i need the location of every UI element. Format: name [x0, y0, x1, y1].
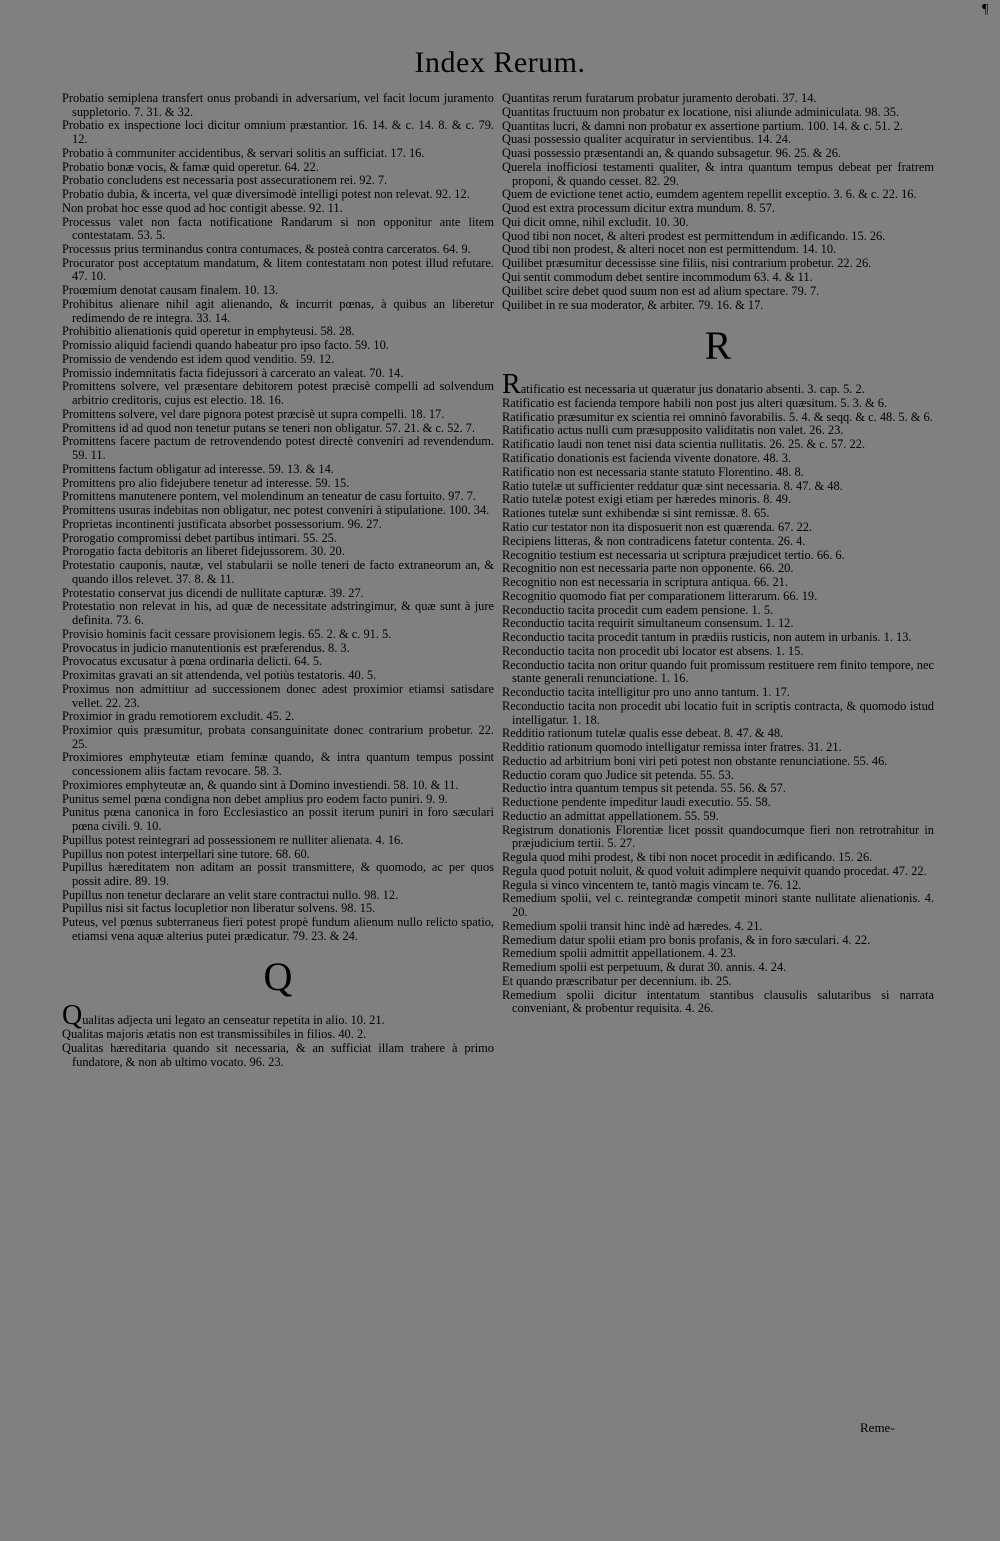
- index-entry: Probatio concludens est necessaria post assecurationem rei. 92. 7.: [62, 173, 388, 188]
- index-entry: Probatio semiplena transfert onus probandi in adversarium, vel facit locum juramento suppletorio. 7. 31. & 32.: [62, 91, 494, 119]
- index-entry: Prorogatio facta debitoris an liberet fidejussorem. 30. 20.: [62, 544, 345, 559]
- index-entry: Proœmium denotat causam finalem. 10. 13.: [62, 283, 279, 298]
- index-entry: Reconductio tacita intelligitur pro uno anno tantum. 1. 17.: [502, 685, 791, 700]
- index-entry: Ratificatio est facienda tempore habili non post jus alteri quæsitum. 5. 3. & 6.: [502, 395, 888, 410]
- index-entry: Recognitio non est necessaria parte non opponente. 66. 20.: [502, 561, 794, 576]
- index-entry: Quantitas lucri, & damni non probatur ex assertione partium. 100. 14. & c. 51. 2.: [502, 118, 903, 133]
- index-entry: Proximior in gradu remotiorem excludit. 45. 2.: [62, 709, 295, 724]
- page-mark: ¶: [982, 2, 989, 17]
- index-entry: Quod tibi non prodest, & alteri nocet non est permittendum. 14. 10.: [502, 242, 837, 257]
- index-entry: Quod est extra processum dicitur extra mundum. 8. 57.: [502, 201, 775, 216]
- index-entry: Provisio hominis facit cessare provisionem legis. 65. 2. & c. 91. 5.: [62, 626, 392, 641]
- index-entry: Qui dicit omne, nihil excludit. 10. 30.: [502, 214, 689, 229]
- index-entry: Querela inofficiosi testamenti qualiter, & intra quantum tempus debeat per fratrem proponi, & quando cesset. 82. 29.: [502, 159, 934, 188]
- index-entry: Protestatio non relevat in his, ad quæ de necessitate adstringimur, & quæ sunt à jure definita. 73. 6.: [62, 599, 494, 627]
- index-entry: Processus valet non facta notificatione Randarum si non opponitur ante litem contestatam. 53. 5.: [62, 214, 494, 243]
- catchword: Reme-: [860, 1420, 895, 1435]
- right-column: [502, 92, 934, 1016]
- index-entry: Recognitio testium est necessaria ut scriptura præjudicet tertio. 66. 6.: [502, 547, 845, 562]
- section-r: [502, 369, 934, 1016]
- index-entry: Pupillus non tenetur declarare an velit stare contractui nullo. 98. 12.: [62, 887, 399, 902]
- index-entry: Quasi possessio præsentandi an, & quando subsagetur. 96. 25. & 26.: [502, 146, 841, 161]
- index-entry: Proximiores emphyteutæ an, & quando sint à Domino investiendi. 58. 10. & 11.: [62, 777, 459, 792]
- index-entry: Remedium spolii, vel c. reintegrandæ competit minori stante nullitate alienationis. 4. 20.: [502, 891, 934, 920]
- index-entry: Proximiores emphyteutæ etiam feminæ quando, & intra quantum tempus possint concessionem aliis factam revocare. 58. 3.: [62, 750, 494, 779]
- index-entry: Quantitas fructuum non probatur ex locatione, nisi aliunde adminiculata. 98. 35.: [502, 104, 900, 119]
- index-entry: Non probat hoc esse quod ad hoc contigit abesse. 92. 11.: [62, 200, 343, 215]
- index-entry: Recognitio quomodo fiat per comparationem litterarum. 66. 19.: [502, 588, 818, 603]
- index-entry: Ratio tutelæ ut sufficienter reddatur quæ sint necessaria. 8. 47. & 48.: [502, 478, 843, 493]
- section-p: [62, 92, 494, 943]
- index-entry: Prohibitus alienare nihil agit alienando, & incurrit pœnas, à quibus an liberetur redimendo de re integra. 33. 14.: [62, 296, 494, 325]
- section-letter-r: R: [704, 323, 732, 369]
- index-entry: Remedium spolii transit hinc indè ad hæredes. 4. 21.: [502, 918, 763, 933]
- index-entry: Reductio coram quo Judice sit petenda. 55. 53.: [502, 767, 734, 782]
- index-entry: Proximitas gravati an sit attendenda, vel potiùs testatoris. 40. 5.: [62, 668, 377, 683]
- index-entry: Promittens solvere, vel dare pignora potest præcisè ut supra compelli. 18. 17.: [62, 406, 445, 421]
- index-entry: Ratificatio donationis est facienda vivente donatore. 48. 3.: [502, 451, 792, 466]
- index-entry: Probatio ex inspectione loci dicitur omnium præstantior. 16. 14. & c. 14. 8. & c. 79. 12.: [62, 118, 494, 146]
- index-entry: Punitus semel pœna condigna non debet amplius pro eodem facto puniri. 9. 9.: [62, 791, 448, 806]
- index-entry: Punitus pœna canonica in foro Ecclesiastico an possit iterum puniri in foro sæculari pœna civili. 9. 10.: [62, 805, 494, 833]
- index-entry: Processus prius terminandus contra contumaces, & posteà contra carceratos. 64. 9.: [62, 242, 471, 257]
- index-entry: Ratio cur testator non ita disposuerit non est quærenda. 67. 22.: [502, 519, 813, 534]
- index-entry: Proprietas incontinenti justificata absorbet possessorium. 96. 27.: [62, 516, 382, 531]
- index-entry: Reconductio tacita requirit simultaneum consensum. 1. 12.: [502, 616, 794, 631]
- index-entry: Pupillus non potest interpellari sine tutore. 68. 60.: [62, 846, 310, 861]
- index-entry: Reductio ad arbitrium boni viri peti potest non obstante renunciatione. 55. 46.: [502, 753, 888, 768]
- index-entry: Puteus, vel pœnus subterraneus fieri potest propè fundum alienum nullo relicto spatio, etiamsi vena aquæ alterius putei prædicatur. 79. 23. & 24.: [62, 915, 494, 943]
- section-q: [62, 1000, 494, 1069]
- index-entry: Reductione pendente impeditur laudi executio. 55. 58.: [502, 795, 771, 810]
- index-entry: Protestatio cauponis, nautæ, vel stabularii se nolle teneri de facto extraneorum an, & quando illos relevet. 37. 8. & 11.: [62, 558, 494, 586]
- index-entry: Rationes tutelæ sunt exhibendæ si sint remissæ. 8. 65.: [502, 506, 770, 521]
- index-entry: Quasi possessio qualiter acquiratur in servientibus. 14. 24.: [502, 132, 792, 147]
- index-entry: Ratificatio non est necessaria stante statuto Florentino. 48. 8.: [502, 464, 804, 479]
- index-entry: Probatio dubia, & incerta, vel quæ diversimodè intelligi potest non relevat. 92. 12.: [62, 187, 470, 202]
- index-entry: Pupillus hæreditatem non aditam an possit transmittere, & quomodo, ac per quos possit adire. 89. 19.: [62, 860, 494, 888]
- index-entry: Protestatio conservat jus dicendi de nullitate capturæ. 39. 27.: [62, 585, 364, 600]
- index-entry: Promittens usuras indebitas non obligatur, nec potest conveniri à stipulatione. 100. 34.: [62, 503, 490, 518]
- index-entry: Qui sentit commodum debet sentire incommodum 63. 4. & 11.: [502, 269, 813, 284]
- index-entry: Remedium spolii est perpetuum, & durat 30. annis. 4. 24.: [502, 960, 787, 975]
- index-entry: Reconductio tacita non procedit ubi locator est absens. 1. 15.: [502, 643, 804, 658]
- index-entry: Remedium datur spolii etiam pro bonis profanis, & in foro sæculari. 4. 22.: [502, 932, 871, 947]
- index-entry: Qualitas majoris ætatis non est transmissibiles in filios. 40. 2.: [62, 1027, 367, 1042]
- index-entry: Probatio bonæ vocis, & famæ quid operetur. 64. 22.: [62, 159, 319, 174]
- index-entry: Reductio an admittat appellationem. 55. 59.: [502, 808, 719, 823]
- index-entry: Qualitas hæreditaria quando sit necessaria, & an sufficiat illam trahere à primo fundatore, & non ab ultimo vocato. 96. 23.: [62, 1041, 494, 1069]
- index-entry: Quem de evictione tenet actio, eumdem agentem repellit exceptio. 3. 6. & c. 22. 16.: [502, 187, 917, 202]
- index-entry: Promittens facere pactum de retrovendendo potest directè conveniri ad revendendum. 59. 11.: [62, 434, 494, 462]
- index-entry: Promittens pro alio fidejubere tenetur ad interesse. 59. 15.: [62, 475, 350, 490]
- index-entry: Remedium spolii dicitur intentatum stantibus clausulis salutaribus si narrata conveniant, & probentur requisita. 4. 26.: [502, 987, 934, 1016]
- index-entry: Pupillus nisi sit factus locupletior non liberatur solvens. 98. 15.: [62, 901, 376, 916]
- index-entry: Ratificatio laudi non tenet nisi data scientia nullitatis. 26. 25. & c. 57. 22.: [502, 437, 866, 452]
- section-q-continued: [502, 92, 934, 312]
- index-entry: Regula quod mihi prodest, & tibi non nocet procedit in ædificando. 15. 26.: [502, 850, 873, 865]
- index-entry: Ratificatio est necessaria ut quæratur jus donatario absenti. 3. cap. 5. 2.: [502, 369, 865, 401]
- index-entry: Recognitio non est necessaria in scriptura antiqua. 66. 21.: [502, 575, 788, 590]
- index-entry: Promissio aliquid faciendi quando habeatur pro ipso facto. 59. 10.: [62, 338, 389, 353]
- index-entry: Promissio de vendendo est idem quod venditio. 59. 12.: [62, 351, 335, 366]
- left-column: [62, 92, 494, 1069]
- index-entry: Promittens solvere, vel præsentare debitorem potest præcisè compelli ad solvendum arbitrio creditoris, cujus est electio. 18. 16.: [62, 379, 494, 408]
- index-entry: Quod tibi non nocet, & alteri prodest est permittendum in ædificando. 15. 26.: [502, 228, 886, 243]
- index-entry: Reconductio tacita non procedit ubi locatio fuit in scriptis contracta, & quomodo istud intelligatur. 1. 18.: [502, 698, 934, 727]
- index-entry: Redditio rationum quomodo intelligatur remissa inter fratres. 31. 21.: [502, 740, 842, 755]
- index-entry: Registrum donationis Florentiæ licet possit quandocumque fieri non retrotrahitur in præjudicium tertii. 5. 27.: [502, 822, 934, 851]
- index-entry: Provocatus in judicio manutentionis est præferendus. 8. 3.: [62, 640, 350, 655]
- index-entry: Redditio rationum tutelæ qualis esse debeat. 8. 47. & 48.: [502, 726, 784, 741]
- index-entry: Quantitas rerum furatarum probatur juramento derobati. 37. 14.: [502, 91, 817, 105]
- index-entry: Reconductio tacita non oritur quando fuit promissum restituere rem finito tempore, nec stante generali renunciatione. 1. 16.: [502, 657, 934, 686]
- index-entry: Promittens id ad quod non tenetur putans se teneri non obligatur. 57. 21. & c. 52. 7.: [62, 420, 475, 435]
- index-entry: Promissio indemnitatis facta fidejussori à carcerato an valeat. 70. 14.: [62, 365, 404, 380]
- index-entry: Prorogatio compromissi debet partibus intimari. 55. 25.: [62, 530, 337, 545]
- index-entry: Regula si vinco vincentem te, tantò magis vincam te. 76. 12.: [502, 877, 802, 892]
- index-entry: Quilibet præsumitur decessisse sine filiis, nisi contrarium probetur. 22. 26.: [502, 256, 872, 271]
- index-entry: Reconductio tacita procedit tantum in prædiis rusticis, non autem in urbanis. 1. 13.: [502, 630, 912, 645]
- index-entry: Ratificatio actus nulli cum præsupposito validitatis non valet. 26. 23.: [502, 423, 844, 438]
- index-entry: Ratificatio præsumitur ex scientia rei omninò favorabilis. 5. 4. & seqq. & c. 48. 5. & 6.: [502, 409, 933, 424]
- index-entry: Remedium spolii admittit appellationem. 4. 23.: [502, 946, 737, 961]
- index-entry: Ratio tutelæ potest exigi etiam per hæredes minoris. 8. 49.: [502, 492, 792, 507]
- index-entry: Reconductio tacita procedit cum eadem pensione. 1. 5.: [502, 602, 774, 617]
- index-entry: Regula quod potuit noluit, & quod voluit adimplere nequivit quando procedat. 47. 22.: [502, 863, 927, 878]
- index-entry: Quilibet in re sua moderator, & arbiter. 79. 16. & 17.: [502, 297, 764, 312]
- section-letter-q: Q: [263, 954, 293, 1000]
- index-entry: Promittens manutenere pontem, vel molendinum an teneatur de casu fortuito. 97. 7.: [62, 489, 476, 504]
- index-entry: Recipiens litteras, & non contradicens fatetur contenta. 26. 4.: [502, 533, 806, 548]
- index-entry: Qualitas adjecta uni legato an censeatur repetita in alio. 10. 21.: [62, 1000, 385, 1032]
- page-title: Index Rerum.: [414, 46, 586, 79]
- index-entry: Pupillus potest reintegrari ad possessionem re nulliter alienata. 4. 16.: [62, 832, 404, 847]
- index-entry: Prohibitio alienationis quid operetur in emphyteusi. 58. 28.: [62, 324, 355, 339]
- index-entry: Procurator post acceptatum mandatum, & litem contestatam non potest illud refutare. 47. 10.: [62, 255, 494, 284]
- index-entry: Proximior quis præsumitur, probata consanguinitate donec contrarium probetur. 22. 25.: [62, 723, 494, 751]
- index-entry: Promittens factum obligatur ad interesse. 59. 13. & 14.: [62, 461, 334, 476]
- index-entry: Quilibet scire debet quod suum non est ad alium spectare. 79. 7.: [502, 283, 820, 298]
- index-entry: Probatio à communiter accidentibus, & servari solitis an sufficiat. 17. 16.: [62, 145, 425, 160]
- index-entry: Provocatus excusatur à pœna ordinaria delicti. 64. 5.: [62, 654, 323, 669]
- index-entry: Et quando præscribatur per decennium. ib. 25.: [502, 973, 732, 988]
- index-entry: Reductio intra quantum tempus sit petenda. 55. 56. & 57.: [502, 781, 786, 796]
- index-entry: Proximus non admittitur ad successionem donec adest proximior etiamsi satisdare vellet. 22. 23.: [62, 681, 494, 710]
